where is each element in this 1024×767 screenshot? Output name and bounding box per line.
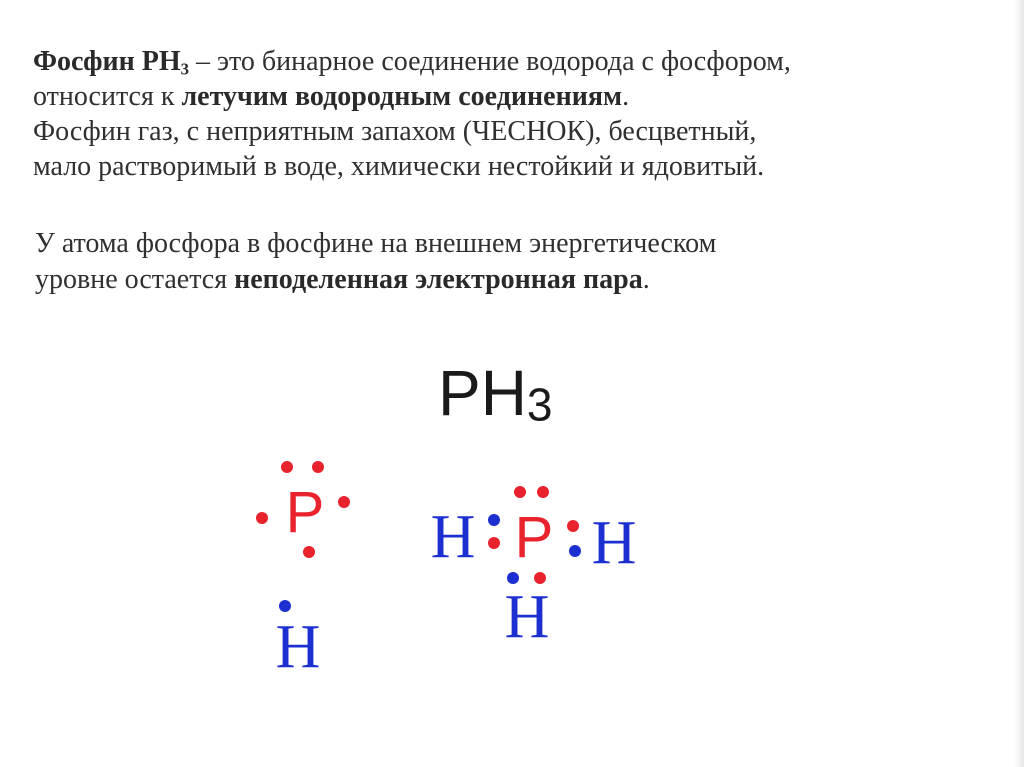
hydrogen-symbol-1: H [275,613,321,681]
p-lone-pair-electron-2 [312,461,324,473]
lone-pair-line-1: У атома фосфора в фосфине на внешнем энергетическом [35,228,717,259]
lone-pair-electron-2 [537,486,549,498]
volatile-compounds-term: летучим водородным соединениям [181,81,623,112]
hydrogen-symbol-left: H [430,503,476,571]
hydrogen-atom-diagram [276,600,321,681]
phosphorus-symbol-center: P [514,505,554,570]
formula-main: PH [438,357,527,429]
bond-electron-p-left [488,537,500,549]
p-lone-pair-electron-1 [281,461,293,473]
phosphine-term-subscript: 3 [180,59,190,79]
bond-electron-h-right [569,545,581,557]
bond-electron-h-left [488,514,500,526]
formula-subscript: 3 [526,378,553,431]
p-electron-bottom [303,546,315,558]
lone-pair-electron-1 [514,486,526,498]
p-electron-right [338,496,350,508]
intro-line-3: Фосфин газ, с неприятным запахом (ЧЕСНОК), бесцветный, [33,116,757,147]
lone-pair-line-2-prefix: уровне остается [35,264,235,295]
hydrogen-symbol-right: H [591,509,637,577]
phosphine-term-text: Фосфин PH [33,46,181,77]
phosphorus-atom-diagram [256,461,350,558]
lone-pair-term: неподеленная электронная пара [234,264,643,295]
lone-pair-line-2-suffix: . [642,264,650,295]
h-electron [279,600,291,612]
ph3-electron-dot-structure [431,486,637,651]
phosphorus-symbol-1: P [285,480,325,545]
intro-line-1-rest: – это бинарное соединение водорода с фосфором, [189,46,791,77]
bond-electron-p-right [567,520,579,532]
intro-line-2-suffix: . [622,81,630,112]
hydrogen-symbol-bottom: H [504,583,550,651]
intro-line-2-prefix: относится к [33,81,182,112]
p-electron-left [256,512,268,524]
intro-line-4: мало растворимый в воде, химически нестойкий и ядовитый. [33,151,765,182]
